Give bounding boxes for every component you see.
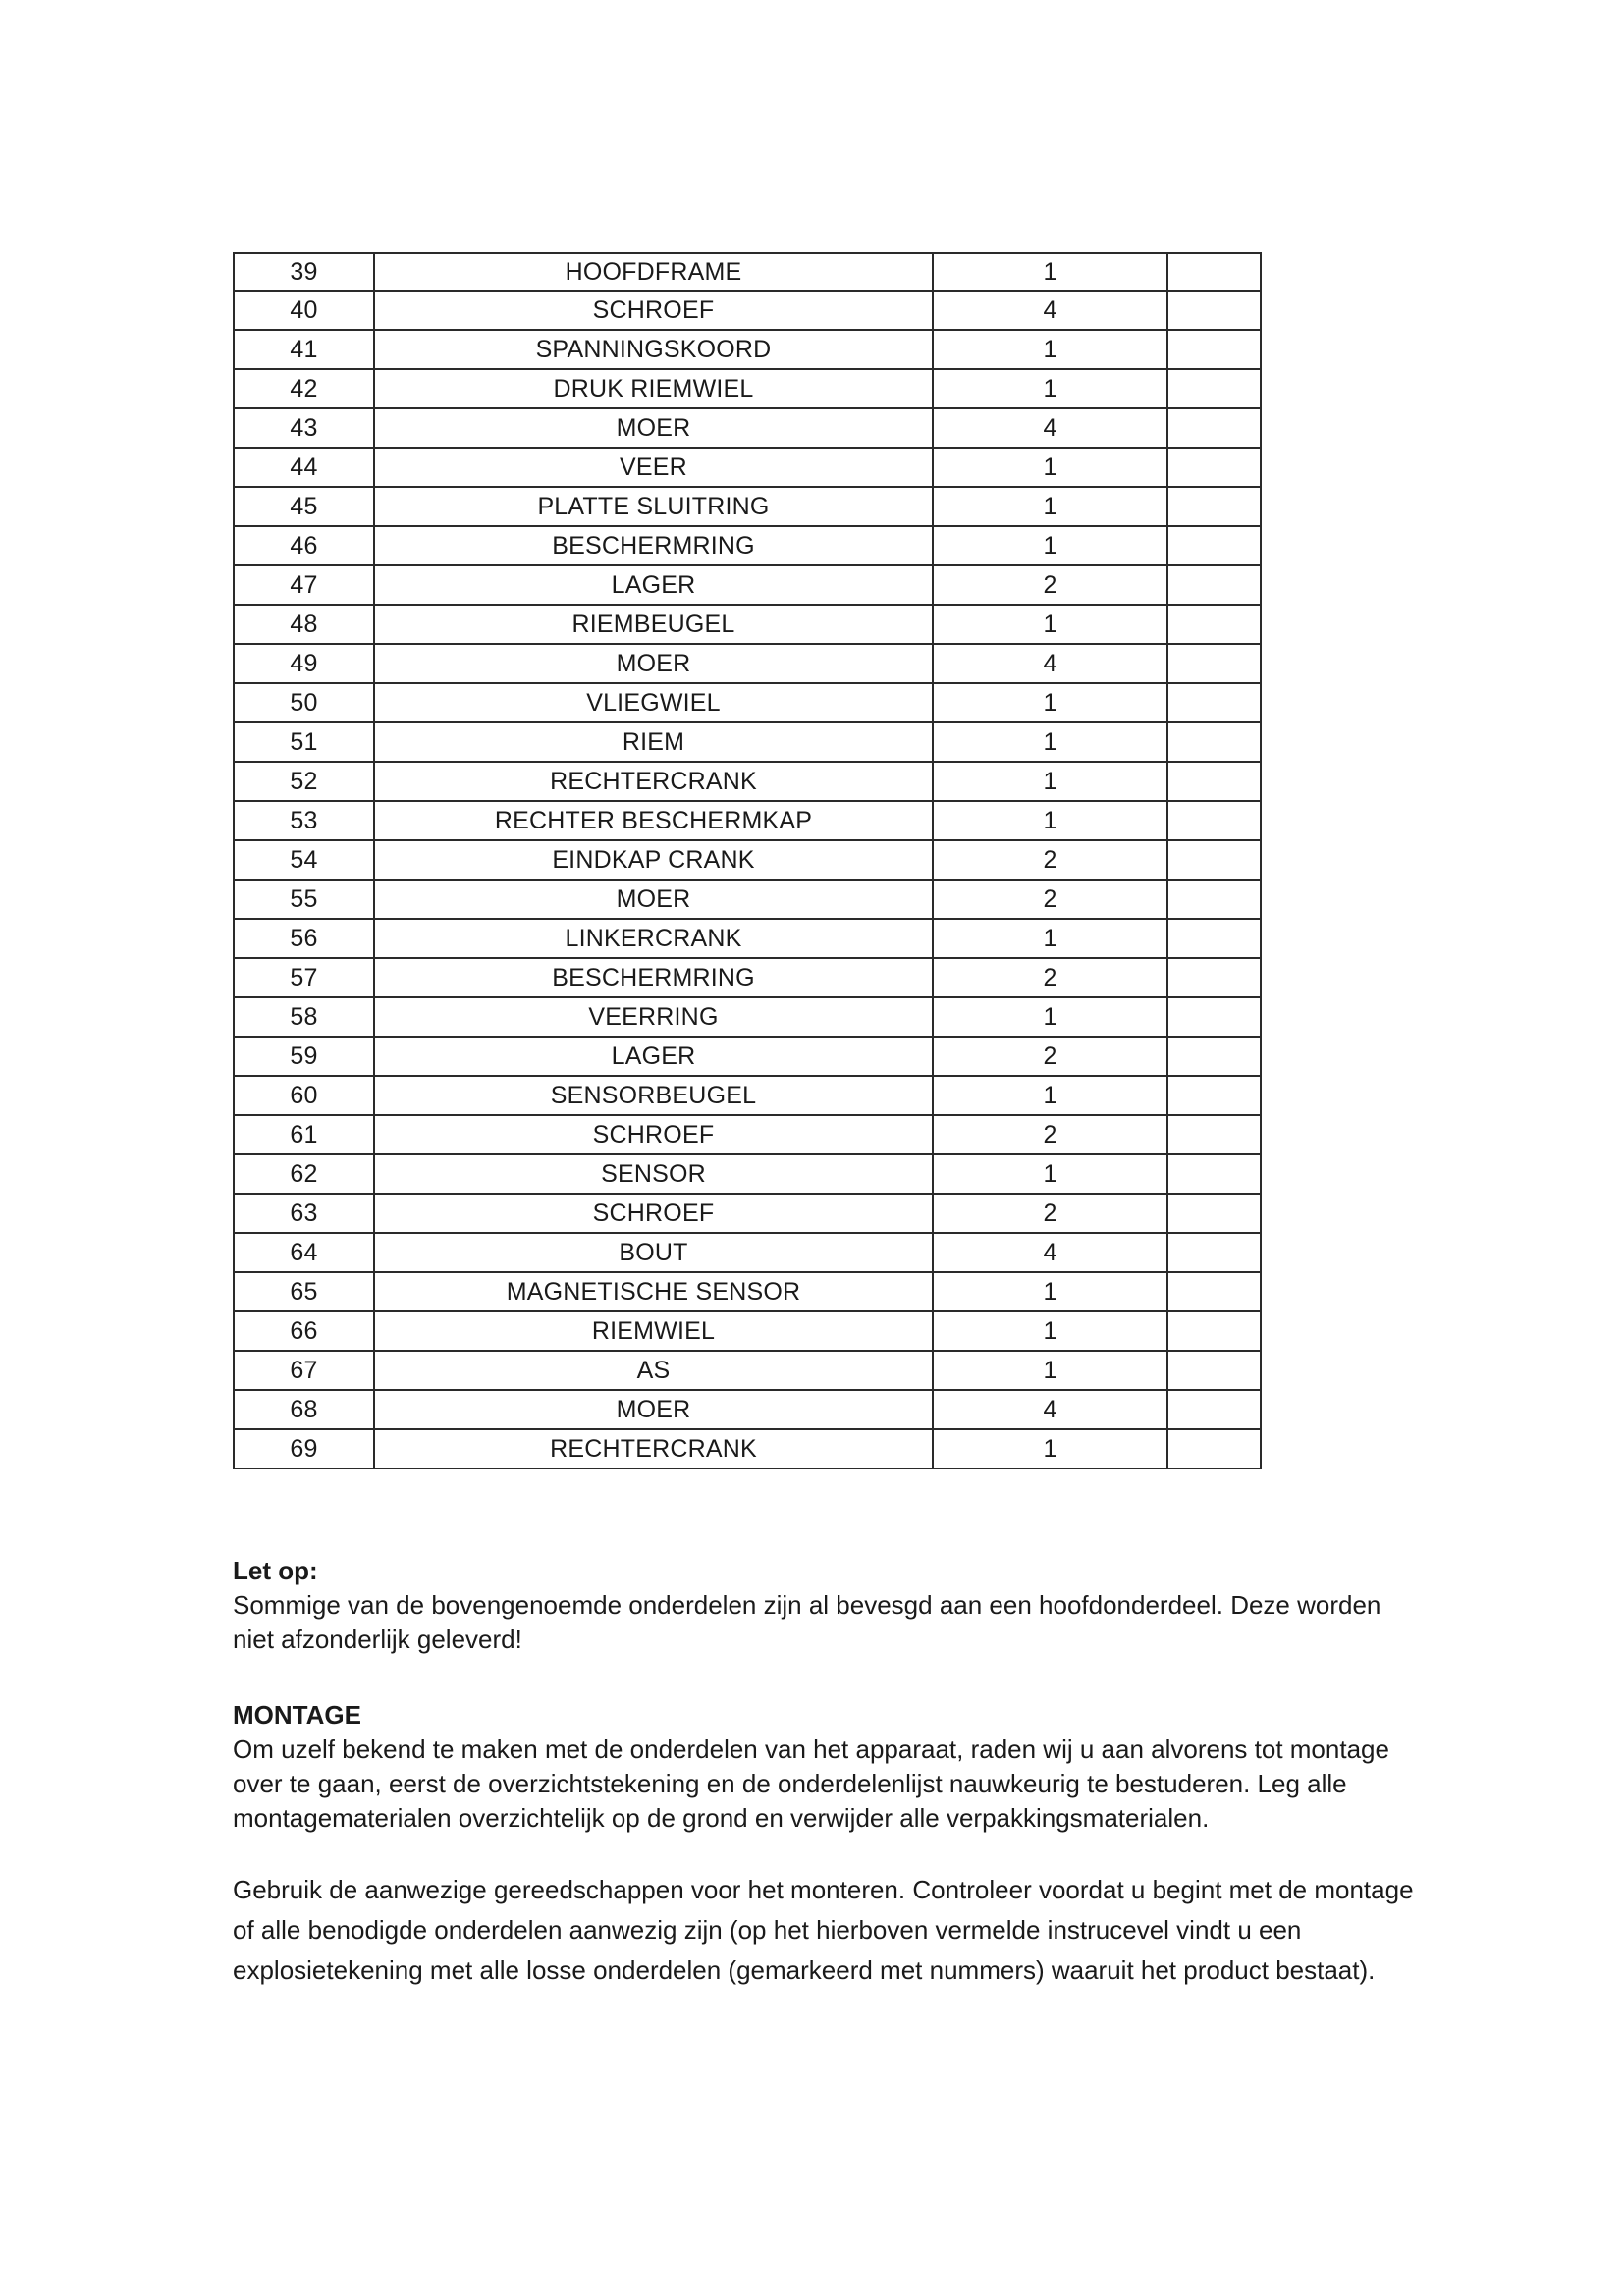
part-check-cell <box>1167 330 1261 369</box>
part-quantity-cell: 1 <box>933 330 1167 369</box>
table-row <box>234 1233 1261 1272</box>
part-number-cell: 46 <box>234 526 374 565</box>
part-name-cell: HOOFDFRAME <box>374 253 933 291</box>
part-number-cell: 50 <box>234 683 374 722</box>
part-quantity-cell: 1 <box>933 605 1167 644</box>
part-number-cell: 42 <box>234 369 374 408</box>
part-name-cell: VLIEGWIEL <box>374 683 933 722</box>
part-check-cell <box>1167 683 1261 722</box>
montage-heading: MONTAGE <box>233 1700 361 1730</box>
part-quantity-cell: 1 <box>933 526 1167 565</box>
part-check-cell <box>1167 605 1261 644</box>
part-number-cell: 48 <box>234 605 374 644</box>
part-number-cell: 59 <box>234 1037 374 1076</box>
part-check-cell <box>1167 1351 1261 1390</box>
table-row <box>234 605 1261 644</box>
part-check-cell <box>1167 448 1261 487</box>
part-name-cell: RECHTERCRANK <box>374 762 933 801</box>
part-number-cell: 51 <box>234 722 374 762</box>
part-check-cell <box>1167 253 1261 291</box>
part-name-cell: LINKERCRANK <box>374 919 933 958</box>
montage-paragraph-1: Om uzelf bekend te maken met de onderdelen van het apparaat, raden wij u aan alvorens tot montage over te gaan, eerst de overzichtstekening en de onderdelenlijst nauwkeurig te bestuderen. Leg alle montagematerialen overzichtelijk op de grond en verwijder alle verpakkingsmaterialen. <box>233 1735 1389 1833</box>
part-check-cell <box>1167 762 1261 801</box>
table-row <box>234 683 1261 722</box>
part-name-cell: MAGNETISCHE SENSOR <box>374 1272 933 1311</box>
table-row <box>234 1115 1261 1154</box>
part-quantity-cell: 2 <box>933 1194 1167 1233</box>
part-quantity-cell: 1 <box>933 801 1167 840</box>
part-number-cell: 65 <box>234 1272 374 1311</box>
part-quantity-cell: 1 <box>933 1076 1167 1115</box>
note-section <box>233 1554 1411 1657</box>
part-number-cell: 66 <box>234 1311 374 1351</box>
part-quantity-cell: 1 <box>933 1154 1167 1194</box>
part-check-cell <box>1167 919 1261 958</box>
part-name-cell: MOER <box>374 1390 933 1429</box>
part-name-cell: PLATTE SLUITRING <box>374 487 933 526</box>
table-row <box>234 408 1261 448</box>
table-row <box>234 1272 1261 1311</box>
part-number-cell: 52 <box>234 762 374 801</box>
part-quantity-cell: 1 <box>933 722 1167 762</box>
table-row <box>234 644 1261 683</box>
part-number-cell: 61 <box>234 1115 374 1154</box>
table-row <box>234 1351 1261 1390</box>
part-check-cell <box>1167 487 1261 526</box>
part-name-cell: SCHROEF <box>374 1115 933 1154</box>
table-row <box>234 330 1261 369</box>
part-check-cell <box>1167 958 1261 997</box>
part-number-cell: 69 <box>234 1429 374 1468</box>
part-quantity-cell: 2 <box>933 1115 1167 1154</box>
table-row <box>234 1076 1261 1115</box>
part-check-cell <box>1167 1272 1261 1311</box>
part-name-cell: RECHTERCRANK <box>374 1429 933 1468</box>
parts-table-body <box>234 253 1261 1468</box>
table-row <box>234 448 1261 487</box>
part-check-cell <box>1167 1233 1261 1272</box>
part-number-cell: 45 <box>234 487 374 526</box>
parts-table <box>233 252 1262 1469</box>
table-row <box>234 1154 1261 1194</box>
part-name-cell: MOER <box>374 880 933 919</box>
part-name-cell: LAGER <box>374 565 933 605</box>
part-number-cell: 56 <box>234 919 374 958</box>
table-row <box>234 840 1261 880</box>
part-check-cell <box>1167 369 1261 408</box>
note-text: Sommige van de bovengenoemde onderdelen zijn al bevesgd aan een hoofdonderdeel. Deze worden niet afzonderlijk geleverd! <box>233 1590 1381 1654</box>
part-quantity-cell: 1 <box>933 1272 1167 1311</box>
table-row <box>234 1194 1261 1233</box>
part-quantity-cell: 4 <box>933 1233 1167 1272</box>
part-name-cell: SPANNINGSKOORD <box>374 330 933 369</box>
part-name-cell: SENSOR <box>374 1154 933 1194</box>
table-row <box>234 253 1261 291</box>
table-row <box>234 1429 1261 1468</box>
part-name-cell: EINDKAP CRANK <box>374 840 933 880</box>
part-name-cell: RIEMBEUGEL <box>374 605 933 644</box>
part-quantity-cell: 1 <box>933 919 1167 958</box>
part-check-cell <box>1167 801 1261 840</box>
table-row <box>234 369 1261 408</box>
part-quantity-cell: 1 <box>933 1311 1167 1351</box>
part-quantity-cell: 1 <box>933 369 1167 408</box>
table-row <box>234 958 1261 997</box>
part-name-cell: BOUT <box>374 1233 933 1272</box>
part-check-cell <box>1167 840 1261 880</box>
part-number-cell: 57 <box>234 958 374 997</box>
montage-section <box>233 1698 1440 1991</box>
part-quantity-cell: 4 <box>933 644 1167 683</box>
part-quantity-cell: 1 <box>933 1351 1167 1390</box>
part-number-cell: 47 <box>234 565 374 605</box>
part-quantity-cell: 2 <box>933 840 1167 880</box>
part-quantity-cell: 1 <box>933 997 1167 1037</box>
part-check-cell <box>1167 526 1261 565</box>
part-name-cell: AS <box>374 1351 933 1390</box>
part-number-cell: 55 <box>234 880 374 919</box>
table-row <box>234 291 1261 330</box>
part-number-cell: 64 <box>234 1233 374 1272</box>
part-check-cell <box>1167 1311 1261 1351</box>
part-check-cell <box>1167 722 1261 762</box>
part-quantity-cell: 2 <box>933 565 1167 605</box>
part-quantity-cell: 2 <box>933 880 1167 919</box>
part-check-cell <box>1167 997 1261 1037</box>
part-number-cell: 68 <box>234 1390 374 1429</box>
part-check-cell <box>1167 880 1261 919</box>
part-check-cell <box>1167 1037 1261 1076</box>
part-number-cell: 40 <box>234 291 374 330</box>
part-number-cell: 60 <box>234 1076 374 1115</box>
part-number-cell: 54 <box>234 840 374 880</box>
table-row <box>234 1037 1261 1076</box>
part-name-cell: MOER <box>374 408 933 448</box>
part-name-cell: MOER <box>374 644 933 683</box>
table-row <box>234 919 1261 958</box>
part-check-cell <box>1167 408 1261 448</box>
part-quantity-cell: 2 <box>933 1037 1167 1076</box>
table-row <box>234 880 1261 919</box>
part-name-cell: RECHTER BESCHERMKAP <box>374 801 933 840</box>
part-name-cell: DRUK RIEMWIEL <box>374 369 933 408</box>
note-heading: Let op: <box>233 1556 318 1585</box>
part-name-cell: BESCHERMRING <box>374 958 933 997</box>
part-check-cell <box>1167 565 1261 605</box>
part-name-cell: RIEMWIEL <box>374 1311 933 1351</box>
part-number-cell: 67 <box>234 1351 374 1390</box>
table-row <box>234 722 1261 762</box>
part-check-cell <box>1167 1429 1261 1468</box>
part-quantity-cell: 1 <box>933 448 1167 487</box>
part-quantity-cell: 1 <box>933 1429 1167 1468</box>
table-row <box>234 526 1261 565</box>
part-name-cell: VEER <box>374 448 933 487</box>
part-name-cell: VEERRING <box>374 997 933 1037</box>
part-number-cell: 62 <box>234 1154 374 1194</box>
part-name-cell: SENSORBEUGEL <box>374 1076 933 1115</box>
part-number-cell: 43 <box>234 408 374 448</box>
part-quantity-cell: 4 <box>933 408 1167 448</box>
part-number-cell: 63 <box>234 1194 374 1233</box>
part-number-cell: 58 <box>234 997 374 1037</box>
part-check-cell <box>1167 291 1261 330</box>
table-row <box>234 801 1261 840</box>
part-quantity-cell: 4 <box>933 291 1167 330</box>
part-check-cell <box>1167 1115 1261 1154</box>
part-number-cell: 39 <box>234 253 374 291</box>
table-row <box>234 997 1261 1037</box>
part-quantity-cell: 1 <box>933 762 1167 801</box>
part-check-cell <box>1167 1390 1261 1429</box>
part-number-cell: 44 <box>234 448 374 487</box>
part-name-cell: LAGER <box>374 1037 933 1076</box>
part-check-cell <box>1167 1076 1261 1115</box>
part-name-cell: BESCHERMRING <box>374 526 933 565</box>
part-number-cell: 53 <box>234 801 374 840</box>
table-row <box>234 762 1261 801</box>
part-name-cell: RIEM <box>374 722 933 762</box>
part-quantity-cell: 1 <box>933 487 1167 526</box>
part-name-cell: SCHROEF <box>374 1194 933 1233</box>
part-quantity-cell: 1 <box>933 683 1167 722</box>
part-quantity-cell: 4 <box>933 1390 1167 1429</box>
table-row <box>234 487 1261 526</box>
montage-paragraph-2: Gebruik de aanwezige gereedschappen voor het monteren. Controleer voordat u begint met de montage of alle benodigde onderdelen aanwezig zijn (op het hierboven vermelde instrucevel vindt u een explosietekening met alle losse onderdelen (gemarkeerd met nummers) waaruit het product bestaat). <box>233 1875 1414 1985</box>
part-check-cell <box>1167 1154 1261 1194</box>
table-row <box>234 1311 1261 1351</box>
table-row <box>234 565 1261 605</box>
part-number-cell: 49 <box>234 644 374 683</box>
table-row <box>234 1390 1261 1429</box>
part-quantity-cell: 1 <box>933 253 1167 291</box>
part-check-cell <box>1167 644 1261 683</box>
part-name-cell: SCHROEF <box>374 291 933 330</box>
part-quantity-cell: 2 <box>933 958 1167 997</box>
part-number-cell: 41 <box>234 330 374 369</box>
part-check-cell <box>1167 1194 1261 1233</box>
